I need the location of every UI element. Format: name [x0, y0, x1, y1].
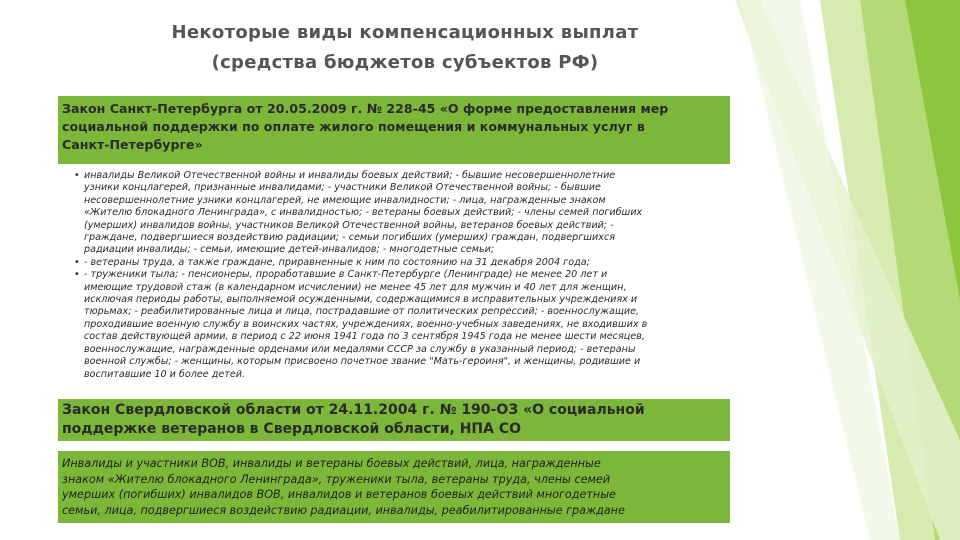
- list-item-line: исключая периоды работы, выполняемой осужденными, содержащимися в исправительных учреждениях и: [84, 294, 638, 306]
- list-item-line: - ветераны труда, а также граждане, приравненные к ним по состоянию на 31 декабря 2004 года;: [84, 256, 590, 268]
- sverdlovsk-text-line: знаком «Жителю блокадного Ленинграда», труженики тыла, ветераны труда, члены семей: [62, 472, 611, 486]
- law-spb-line: Закон Санкт-Петербурга от 20.05.2009 г. № 228-45 «О форме предоставления мер: [62, 101, 669, 116]
- list-item-line: воспитавшие 10 и более детей.: [84, 368, 246, 380]
- list-item-line: несовершеннолетние узники концлагерей, не имеющие инвалидности; - лица, награжденные знаком: [84, 194, 606, 206]
- law-spb-band: [58, 96, 730, 164]
- law-spb-line: Санкт-Петербурге»: [62, 137, 203, 152]
- list-item-line: тюрьмах; - реабилитированные лица и лица, пострадавшие от политических репрессий; - военнослужащие,: [84, 306, 640, 318]
- bullet-mark: •: [74, 170, 80, 181]
- bullet-mark: •: [74, 256, 80, 268]
- title-line: (средства бюджетов субъектов РФ): [211, 52, 599, 73]
- list-item-line: радиации инвалиды; - семьи, имеющие детей-инвалидов; - многодетные семьи;: [84, 244, 495, 256]
- list-item: [74, 170, 734, 257]
- list-item-line: военной службы; - женщины, которым присвоено почетное звание "Мать-героиня", и женщины, родившие и: [84, 356, 641, 368]
- list-item-line: состав действующей армии, в период с 22 июня 1941 года по 3 сентября 1945 года не менее шести месяцев,: [84, 331, 645, 343]
- sverdlovsk-beneficiaries-band: [58, 451, 730, 523]
- list-item-line: инвалиды Великой Отечественной войны и инвалиды боевых действий; - бывшие несовершеннолетние: [84, 170, 616, 181]
- law-sverdlovsk-line: поддержке ветеранов в Свердловской области, НПА СО: [62, 421, 522, 437]
- list-item-line: - труженики тыла; - пенсионеры, проработавшие в Санкт-Петербурге (Ленинграде) не менее 20 лет и: [84, 269, 608, 281]
- list-item-line: (умерших) инвалидов войны, участников Великой Отечественной войны, ветеранов боевых действий; -: [84, 219, 614, 231]
- title-line: Некоторые виды компенсационных выплат: [171, 22, 639, 43]
- law-sverdlovsk-line: Закон Свердловской области от 24.11.2004 г. № 190-ОЗ «О социальной: [62, 402, 645, 418]
- bullet-mark: •: [74, 269, 80, 281]
- slide-title: [80, 18, 730, 78]
- list-item-line: узники концлагерей, признанные инвалидами; - участники Великой Отечественной войны; - бывшие: [84, 182, 601, 194]
- sverdlovsk-text-line: умерших (погибших) инвалидов ВОВ, инвалидов и ветеранов боевых действий многодетные: [62, 488, 616, 501]
- sverdlovsk-text-line: Инвалиды и участники ВОВ, инвалиды и ветераны боевых действий, лица, награжденные: [62, 457, 601, 470]
- list-item-line: проходившие военную службу в воинских частях, учреждениях, военно-учебных заведениях, не входивших в: [84, 318, 648, 330]
- list-item-line: военнослужащие, награжденные орденами или медалями СССР за службу в указанный период; - ветераны: [84, 343, 636, 355]
- list-item: [74, 257, 734, 269]
- list-item: [74, 269, 734, 381]
- law-spb-line: социальной поддержки по оплате жилого помещения и коммунальных услуг в: [62, 119, 645, 134]
- sverdlovsk-text-line: семьи, лица, подвергшиеся воздействию радиации, инвалиды, реабилитированные граждане: [62, 503, 625, 517]
- beneficiaries-list: [74, 170, 734, 381]
- law-sverdlovsk-band: [58, 399, 730, 441]
- list-item-line: имеющие трудовой стаж (в календарном исчислении) не менее 45 лет для мужчин и 40 лет для женщин,: [84, 281, 627, 293]
- list-item-line: «Жителю блокадного Ленинграда», с инвалидностью; - ветераны боевых действий; - члены семей погибших: [84, 207, 643, 219]
- list-item-line: граждане, подвергшиеся воздействию радиации; - семьи погибших (умерших) граждан, подвергшихся: [84, 232, 615, 244]
